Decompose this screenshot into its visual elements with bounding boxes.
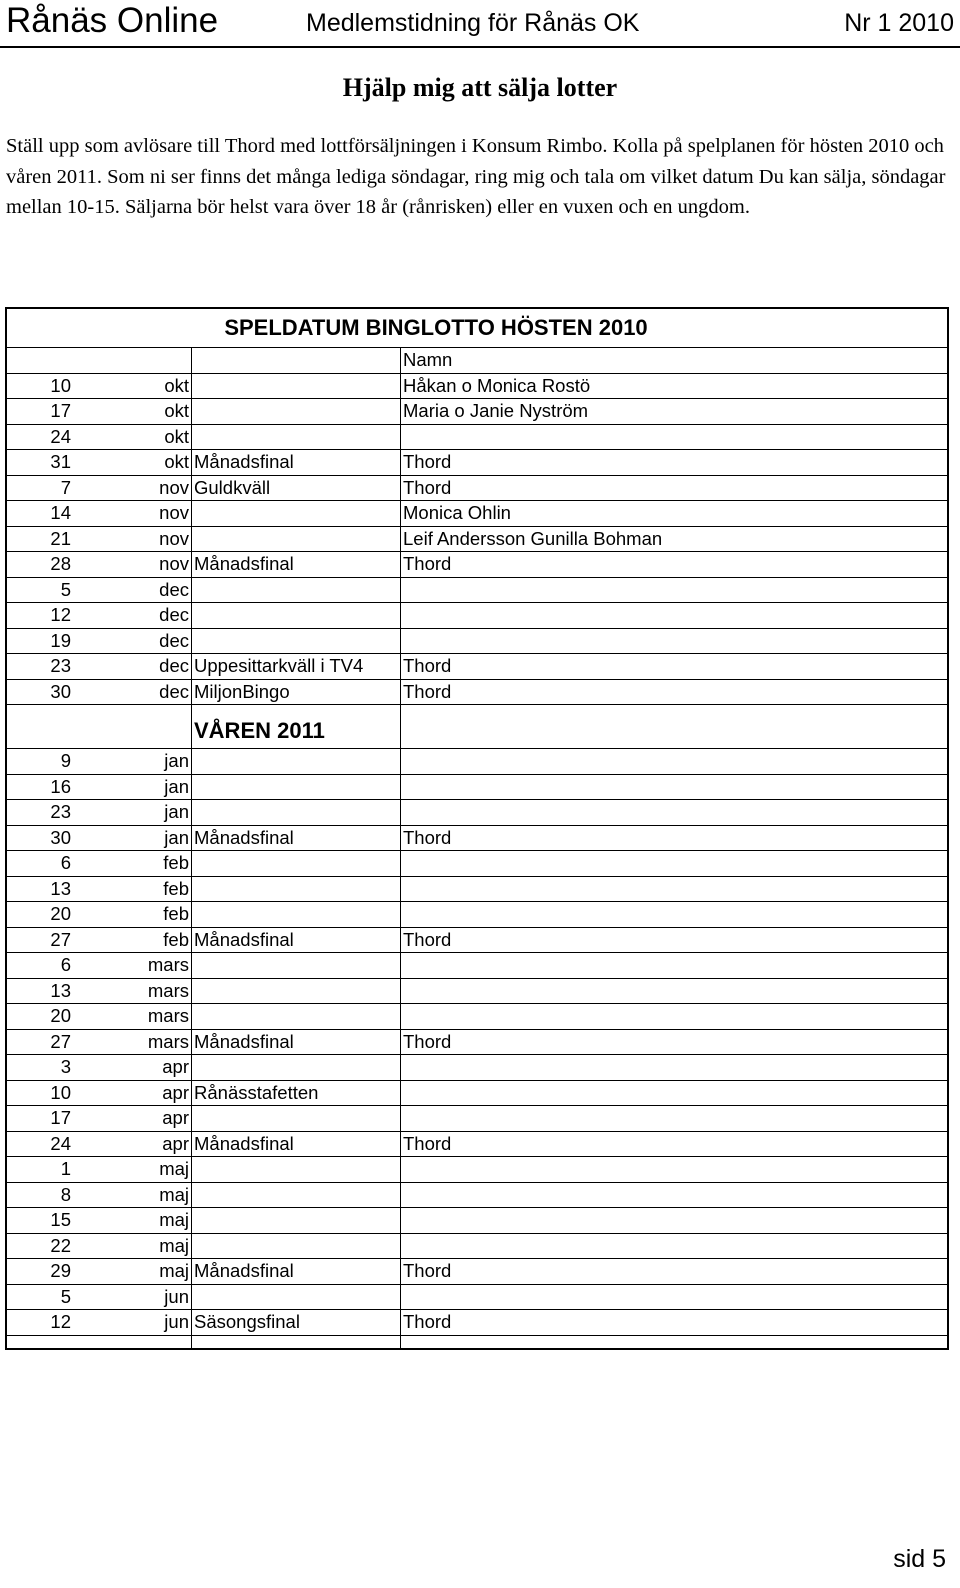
schedule-row (6, 552, 948, 578)
seller-name: Thord (401, 475, 949, 501)
event-name (192, 1157, 401, 1183)
date-day: 27 (6, 927, 73, 953)
seller-name: Thord (401, 1131, 949, 1157)
event-name: Månadsfinal (192, 1131, 401, 1157)
header-cell-month (73, 348, 192, 374)
seller-name: Thord (401, 552, 949, 578)
date-day: 14 (6, 501, 73, 527)
event-name (192, 424, 401, 450)
seller-name (401, 603, 949, 629)
date-month: dec (73, 628, 192, 654)
seller-name (401, 577, 949, 603)
date-month: okt (73, 399, 192, 425)
event-name (192, 526, 401, 552)
seller-name (401, 1080, 949, 1106)
event-name (192, 628, 401, 654)
event-name (192, 1208, 401, 1234)
event-name: Månadsfinal (192, 450, 401, 476)
date-month: nov (73, 501, 192, 527)
seller-name: Thord (401, 654, 949, 680)
date-day: 24 (6, 424, 73, 450)
date-day: 5 (6, 1284, 73, 1310)
schedule-row (6, 399, 948, 425)
schedule-row (6, 774, 948, 800)
date-month: dec (73, 679, 192, 705)
schedule-row (6, 749, 948, 775)
seller-name: Maria o Janie Nyström (401, 399, 949, 425)
seller-name (401, 749, 949, 775)
event-name (192, 577, 401, 603)
page-number: sid 5 (893, 1545, 946, 1573)
date-day: 24 (6, 1131, 73, 1157)
schedule-row (6, 1284, 948, 1310)
schedule-row (6, 475, 948, 501)
event-name (192, 1182, 401, 1208)
header-cell-event (192, 348, 401, 374)
event-name (192, 1106, 401, 1132)
date-month: nov (73, 475, 192, 501)
date-month: apr (73, 1080, 192, 1106)
date-day: 30 (6, 825, 73, 851)
schedule-title: SPELDATUM BINGLOTTO HÖSTEN 2010 (224, 315, 648, 340)
schedule-title-row (6, 308, 948, 348)
date-day: 8 (6, 1182, 73, 1208)
schedule-row (6, 1233, 948, 1259)
site-title: Rånäs Online (6, 1, 219, 40)
event-name (192, 501, 401, 527)
date-day: 15 (6, 1208, 73, 1234)
seller-name (401, 953, 949, 979)
event-name: Månadsfinal (192, 825, 401, 851)
date-month: dec (73, 577, 192, 603)
newsletter-subtitle: Medlemstidning för Rånäs OK (306, 9, 640, 37)
schedule-row (6, 1080, 948, 1106)
schedule-row (6, 577, 948, 603)
seller-name: Thord (401, 679, 949, 705)
schedule-row (6, 1182, 948, 1208)
seller-name (401, 876, 949, 902)
date-month: okt (73, 450, 192, 476)
date-day: 28 (6, 552, 73, 578)
spacer-cell (192, 1335, 401, 1349)
date-day: 10 (6, 373, 73, 399)
date-month: jan (73, 825, 192, 851)
date-month: mars (73, 978, 192, 1004)
date-month: mars (73, 1029, 192, 1055)
seller-name (401, 1106, 949, 1132)
event-name (192, 851, 401, 877)
event-name: Månadsfinal (192, 552, 401, 578)
date-day: 31 (6, 450, 73, 476)
date-day: 27 (6, 1029, 73, 1055)
schedule-row (6, 1157, 948, 1183)
header-divider (0, 46, 960, 48)
schedule-row (6, 373, 948, 399)
schedule-row (6, 526, 948, 552)
seller-name (401, 851, 949, 877)
season-title: VÅREN 2011 (194, 718, 325, 743)
date-day: 16 (6, 774, 73, 800)
date-day: 12 (6, 1310, 73, 1336)
event-name (192, 1233, 401, 1259)
seller-name: Leif Andersson Gunilla Bohman (401, 526, 949, 552)
date-month: apr (73, 1055, 192, 1081)
event-name (192, 902, 401, 928)
spacer-cell (73, 1335, 192, 1349)
date-month: maj (73, 1259, 192, 1285)
date-month: feb (73, 876, 192, 902)
seller-name: Thord (401, 450, 949, 476)
event-name (192, 749, 401, 775)
schedule-row (6, 953, 948, 979)
seller-name: Thord (401, 927, 949, 953)
date-day: 20 (6, 1004, 73, 1030)
seller-name (401, 1284, 949, 1310)
date-month: feb (73, 902, 192, 928)
date-month: okt (73, 373, 192, 399)
header-cell-day (6, 348, 73, 374)
event-name (192, 953, 401, 979)
schedule-row (6, 825, 948, 851)
date-day: 7 (6, 475, 73, 501)
seller-name: Thord (401, 1310, 949, 1336)
date-day: 12 (6, 603, 73, 629)
issue-number: Nr 1 2010 (844, 9, 954, 37)
schedule-row (6, 679, 948, 705)
date-day: 17 (6, 399, 73, 425)
event-name: Månadsfinal (192, 1029, 401, 1055)
event-name (192, 1004, 401, 1030)
date-month: feb (73, 927, 192, 953)
event-name (192, 1284, 401, 1310)
seller-name (401, 628, 949, 654)
seller-name: Monica Ohlin (401, 501, 949, 527)
season-cell-name (401, 705, 949, 749)
season-cell-event (192, 705, 401, 749)
date-month: jan (73, 800, 192, 826)
date-month: feb (73, 851, 192, 877)
date-month: maj (73, 1182, 192, 1208)
date-month: dec (73, 603, 192, 629)
date-day: 21 (6, 526, 73, 552)
date-day: 20 (6, 902, 73, 928)
date-month: nov (73, 526, 192, 552)
event-name: Guldkväll (192, 475, 401, 501)
schedule-row (6, 501, 948, 527)
schedule-row (6, 876, 948, 902)
date-day: 10 (6, 1080, 73, 1106)
event-name (192, 603, 401, 629)
event-name (192, 373, 401, 399)
schedule-row (6, 1106, 948, 1132)
schedule-row (6, 1055, 948, 1081)
schedule-row (6, 1310, 948, 1336)
schedule-row (6, 927, 948, 953)
event-name: Månadsfinal (192, 1259, 401, 1285)
date-day: 1 (6, 1157, 73, 1183)
date-day: 3 (6, 1055, 73, 1081)
date-month: maj (73, 1157, 192, 1183)
event-name: MiljonBingo (192, 679, 401, 705)
seller-name: Thord (401, 1259, 949, 1285)
schedule-row (6, 1131, 948, 1157)
schedule-row (6, 978, 948, 1004)
event-name (192, 399, 401, 425)
date-month: jun (73, 1284, 192, 1310)
date-day: 9 (6, 749, 73, 775)
seller-name (401, 1233, 949, 1259)
date-month: jan (73, 749, 192, 775)
date-month: maj (73, 1233, 192, 1259)
date-month: jan (73, 774, 192, 800)
event-name: Månadsfinal (192, 927, 401, 953)
seller-name: Håkan o Monica Rostö (401, 373, 949, 399)
schedule-row (6, 603, 948, 629)
schedule-row (6, 1004, 948, 1030)
date-month: dec (73, 654, 192, 680)
event-name (192, 774, 401, 800)
seller-name (401, 978, 949, 1004)
column-header-namn: Namn (401, 348, 949, 374)
date-month: mars (73, 1004, 192, 1030)
date-day: 13 (6, 876, 73, 902)
date-day: 29 (6, 1259, 73, 1285)
date-day: 13 (6, 978, 73, 1004)
seller-name (401, 774, 949, 800)
season-cell-day (6, 705, 73, 749)
event-name: Rånässtafetten (192, 1080, 401, 1106)
date-month: nov (73, 552, 192, 578)
date-day: 23 (6, 800, 73, 826)
spacer-cell (6, 1335, 73, 1349)
seller-name (401, 902, 949, 928)
seller-name (401, 1182, 949, 1208)
schedule-row (6, 902, 948, 928)
schedule-row (6, 1208, 948, 1234)
seller-name (401, 1157, 949, 1183)
schedule-header-row (6, 348, 948, 374)
schedule-row (6, 1029, 948, 1055)
event-name: Säsongsfinal (192, 1310, 401, 1336)
date-month: apr (73, 1106, 192, 1132)
date-month: mars (73, 953, 192, 979)
seller-name (401, 800, 949, 826)
date-day: 6 (6, 851, 73, 877)
page-header (0, 0, 960, 48)
article-body (6, 131, 950, 223)
event-name (192, 876, 401, 902)
event-name (192, 978, 401, 1004)
date-month: apr (73, 1131, 192, 1157)
date-day: 19 (6, 628, 73, 654)
schedule-row (6, 800, 948, 826)
date-month: maj (73, 1208, 192, 1234)
spacer-cell (401, 1335, 949, 1349)
seller-name: Thord (401, 825, 949, 851)
date-day: 5 (6, 577, 73, 603)
event-name (192, 1055, 401, 1081)
date-day: 17 (6, 1106, 73, 1132)
event-name (192, 800, 401, 826)
seller-name (401, 424, 949, 450)
schedule-row (6, 654, 948, 680)
schedule-title-cell (6, 308, 948, 348)
schedule-body (6, 308, 948, 1349)
date-month: okt (73, 424, 192, 450)
schedule-row (6, 851, 948, 877)
date-day: 22 (6, 1233, 73, 1259)
seller-name (401, 1055, 949, 1081)
seller-name (401, 1004, 949, 1030)
article-paragraph: Ställ upp som avlösare till Thord med lottförsäljningen i Konsum Rimbo. Kolla på spelplanen för hösten 2010 och våren 2011. Som ni ser finns det många lediga söndagar, ring mig och tala om vilket datum Du kan sälja, söndagar mellan 10-15. Säljarna bör helst vara över 18 år (rånrisken) eller en vuxen och en ungdom. (6, 135, 946, 218)
bingo-schedule-table (5, 307, 949, 1350)
schedule-row (6, 424, 948, 450)
date-day: 30 (6, 679, 73, 705)
schedule-row (6, 628, 948, 654)
schedule-row (6, 450, 948, 476)
date-day: 6 (6, 953, 73, 979)
schedule-spacer-row (6, 1335, 948, 1349)
schedule-row (6, 1259, 948, 1285)
seller-name: Thord (401, 1029, 949, 1055)
season-cell-month (73, 705, 192, 749)
seller-name (401, 1208, 949, 1234)
season-heading-row (6, 705, 948, 749)
article-title: Hjälp mig att sälja lotter (342, 73, 618, 102)
event-name: Uppesittarkväll i TV4 (192, 654, 401, 680)
date-day: 23 (6, 654, 73, 680)
date-month: jun (73, 1310, 192, 1336)
